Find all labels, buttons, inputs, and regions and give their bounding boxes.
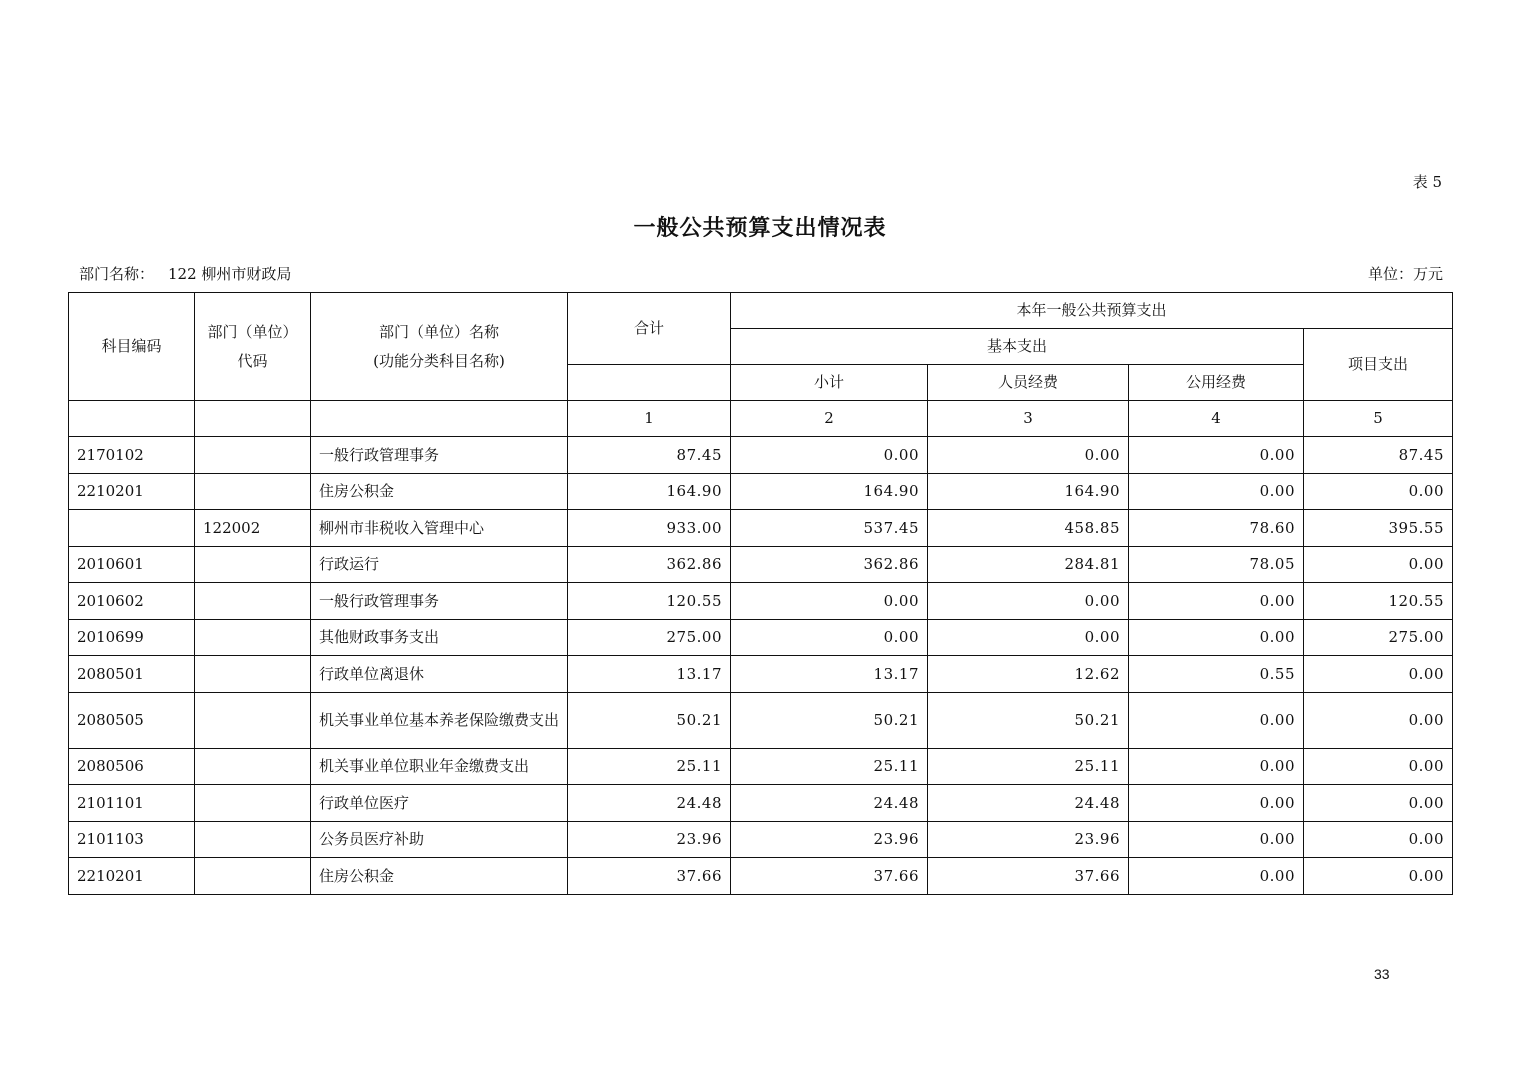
cell-project: 275.00	[1304, 619, 1453, 656]
cell-subtotal: 24.48	[731, 785, 928, 822]
cell-subtotal: 0.00	[731, 437, 928, 474]
page-number: 33	[1374, 966, 1390, 982]
cell-unit	[195, 583, 311, 620]
cell-code: 2080505	[69, 692, 195, 748]
col-num-4: 4	[1129, 401, 1304, 437]
cell-subtotal: 164.90	[731, 473, 928, 510]
table-meta	[79, 263, 1443, 284]
cell-subtotal: 0.00	[731, 619, 928, 656]
cell-code: 2170102	[69, 437, 195, 474]
table-row	[69, 821, 1453, 858]
cell-code: 2210201	[69, 858, 195, 895]
header-project: 项目支出	[1304, 329, 1453, 401]
table-row	[69, 583, 1453, 620]
cell-public: 78.60	[1129, 510, 1304, 547]
cell-subtotal: 537.45	[731, 510, 928, 547]
col-num-blank-1	[69, 401, 195, 437]
cell-total: 120.55	[568, 583, 731, 620]
cell-code: 2210201	[69, 473, 195, 510]
department-info	[79, 263, 291, 284]
cell-subtotal: 23.96	[731, 821, 928, 858]
cell-total: 24.48	[568, 785, 731, 822]
cell-name: 机关事业单位职业年金缴费支出	[311, 748, 568, 785]
cell-personnel: 284.81	[928, 546, 1129, 583]
col-num-blank-2	[195, 401, 311, 437]
cell-personnel: 164.90	[928, 473, 1129, 510]
cell-subtotal: 37.66	[731, 858, 928, 895]
cell-personnel: 24.48	[928, 785, 1129, 822]
cell-unit	[195, 546, 311, 583]
cell-public: 0.00	[1129, 821, 1304, 858]
cell-personnel: 0.00	[928, 437, 1129, 474]
cell-unit	[195, 473, 311, 510]
cell-unit	[195, 692, 311, 748]
cell-unit	[195, 858, 311, 895]
department-label: 部门名称：	[79, 265, 155, 283]
cell-public: 0.00	[1129, 748, 1304, 785]
header-personnel: 人员经费	[928, 365, 1129, 401]
table-row	[69, 510, 1453, 547]
cell-name: 机关事业单位基本养老保险缴费支出	[311, 692, 568, 748]
cell-project: 0.00	[1304, 656, 1453, 693]
cell-total: 164.90	[568, 473, 731, 510]
cell-name: 行政运行	[311, 546, 568, 583]
cell-public: 0.00	[1129, 785, 1304, 822]
col-num-3: 3	[928, 401, 1129, 437]
page-title: 一般公共预算支出情况表	[633, 216, 887, 241]
cell-project: 0.00	[1304, 821, 1453, 858]
cell-project: 0.00	[1304, 785, 1453, 822]
cell-project: 120.55	[1304, 583, 1453, 620]
header-unit-code-line2: 代码	[237, 351, 268, 370]
cell-project: 0.00	[1304, 473, 1453, 510]
cell-total: 362.86	[568, 546, 731, 583]
cell-unit	[195, 748, 311, 785]
col-num-5: 5	[1304, 401, 1453, 437]
header-this-year: 本年一般公共预算支出	[731, 293, 1453, 329]
cell-code: 2101101	[69, 785, 195, 822]
cell-subtotal: 362.86	[731, 546, 928, 583]
budget-table	[68, 292, 1453, 895]
cell-public: 0.00	[1129, 619, 1304, 656]
cell-personnel: 12.62	[928, 656, 1129, 693]
cell-total: 23.96	[568, 821, 731, 858]
cell-unit	[195, 785, 311, 822]
table-row	[69, 619, 1453, 656]
header-total: 合计	[568, 293, 731, 365]
cell-personnel: 50.21	[928, 692, 1129, 748]
cell-personnel: 25.11	[928, 748, 1129, 785]
cell-code: 2010602	[69, 583, 195, 620]
unit-label: 单位：万元	[1367, 265, 1443, 283]
cell-unit: 122002	[195, 510, 311, 547]
cell-personnel: 23.96	[928, 821, 1129, 858]
header-unit-name-line2: (功能分类科目名称)	[373, 351, 505, 370]
cell-total: 275.00	[568, 619, 731, 656]
cell-name: 行政单位离退休	[311, 656, 568, 693]
cell-code: 2101103	[69, 821, 195, 858]
cell-total: 50.21	[568, 692, 731, 748]
col-num-blank-3	[311, 401, 568, 437]
table-row	[69, 858, 1453, 895]
cell-public: 0.00	[1129, 692, 1304, 748]
header-unit-code-line1: 部门（单位）	[207, 322, 298, 341]
cell-total: 87.45	[568, 437, 731, 474]
header-basic: 基本支出	[731, 329, 1304, 365]
header-unit-name	[311, 293, 568, 401]
cell-project: 0.00	[1304, 546, 1453, 583]
table-row	[69, 785, 1453, 822]
cell-total: 37.66	[568, 858, 731, 895]
table-row	[69, 656, 1453, 693]
table-row	[69, 437, 1453, 474]
cell-total: 933.00	[568, 510, 731, 547]
cell-total: 25.11	[568, 748, 731, 785]
cell-project: 0.00	[1304, 692, 1453, 748]
department-value: 122 柳州市财政局	[168, 265, 292, 283]
table-row	[69, 546, 1453, 583]
cell-personnel: 458.85	[928, 510, 1129, 547]
table-number: 表 5	[1412, 173, 1442, 191]
header-subject-code: 科目编码	[69, 293, 195, 401]
cell-public: 0.00	[1129, 473, 1304, 510]
cell-name: 公务员医疗补助	[311, 821, 568, 858]
cell-unit	[195, 821, 311, 858]
cell-public: 0.00	[1129, 437, 1304, 474]
cell-code: 2080506	[69, 748, 195, 785]
cell-name: 一般行政管理事务	[311, 583, 568, 620]
cell-project: 395.55	[1304, 510, 1453, 547]
header-unit-code	[195, 293, 311, 401]
cell-code: 2010601	[69, 546, 195, 583]
header-subtotal: 小计	[731, 365, 928, 401]
cell-name: 行政单位医疗	[311, 785, 568, 822]
cell-project: 0.00	[1304, 858, 1453, 895]
cell-name: 住房公积金	[311, 473, 568, 510]
cell-code	[69, 510, 195, 547]
col-num-2: 2	[731, 401, 928, 437]
header-public: 公用经费	[1129, 365, 1304, 401]
cell-unit	[195, 437, 311, 474]
cell-personnel: 37.66	[928, 858, 1129, 895]
cell-code: 2010699	[69, 619, 195, 656]
cell-subtotal: 0.00	[731, 583, 928, 620]
cell-name: 一般行政管理事务	[311, 437, 568, 474]
cell-personnel: 0.00	[928, 583, 1129, 620]
cell-public: 0.55	[1129, 656, 1304, 693]
cell-subtotal: 25.11	[731, 748, 928, 785]
header-unit-name-line1: 部门（单位）名称	[378, 322, 499, 341]
table-row	[69, 692, 1453, 748]
cell-unit	[195, 619, 311, 656]
cell-public: 0.00	[1129, 583, 1304, 620]
cell-project: 0.00	[1304, 748, 1453, 785]
cell-public: 78.05	[1129, 546, 1304, 583]
cell-project: 87.45	[1304, 437, 1453, 474]
cell-code: 2080501	[69, 656, 195, 693]
cell-personnel: 0.00	[928, 619, 1129, 656]
cell-unit	[195, 656, 311, 693]
cell-name: 柳州市非税收入管理中心	[311, 510, 568, 547]
cell-name: 其他财政事务支出	[311, 619, 568, 656]
cell-public: 0.00	[1129, 858, 1304, 895]
col-num-1: 1	[568, 401, 731, 437]
cell-subtotal: 50.21	[731, 692, 928, 748]
cell-total: 13.17	[568, 656, 731, 693]
header-total-blank	[568, 365, 731, 401]
cell-name: 住房公积金	[311, 858, 568, 895]
table-row	[69, 473, 1453, 510]
cell-subtotal: 13.17	[731, 656, 928, 693]
table-row	[69, 748, 1453, 785]
